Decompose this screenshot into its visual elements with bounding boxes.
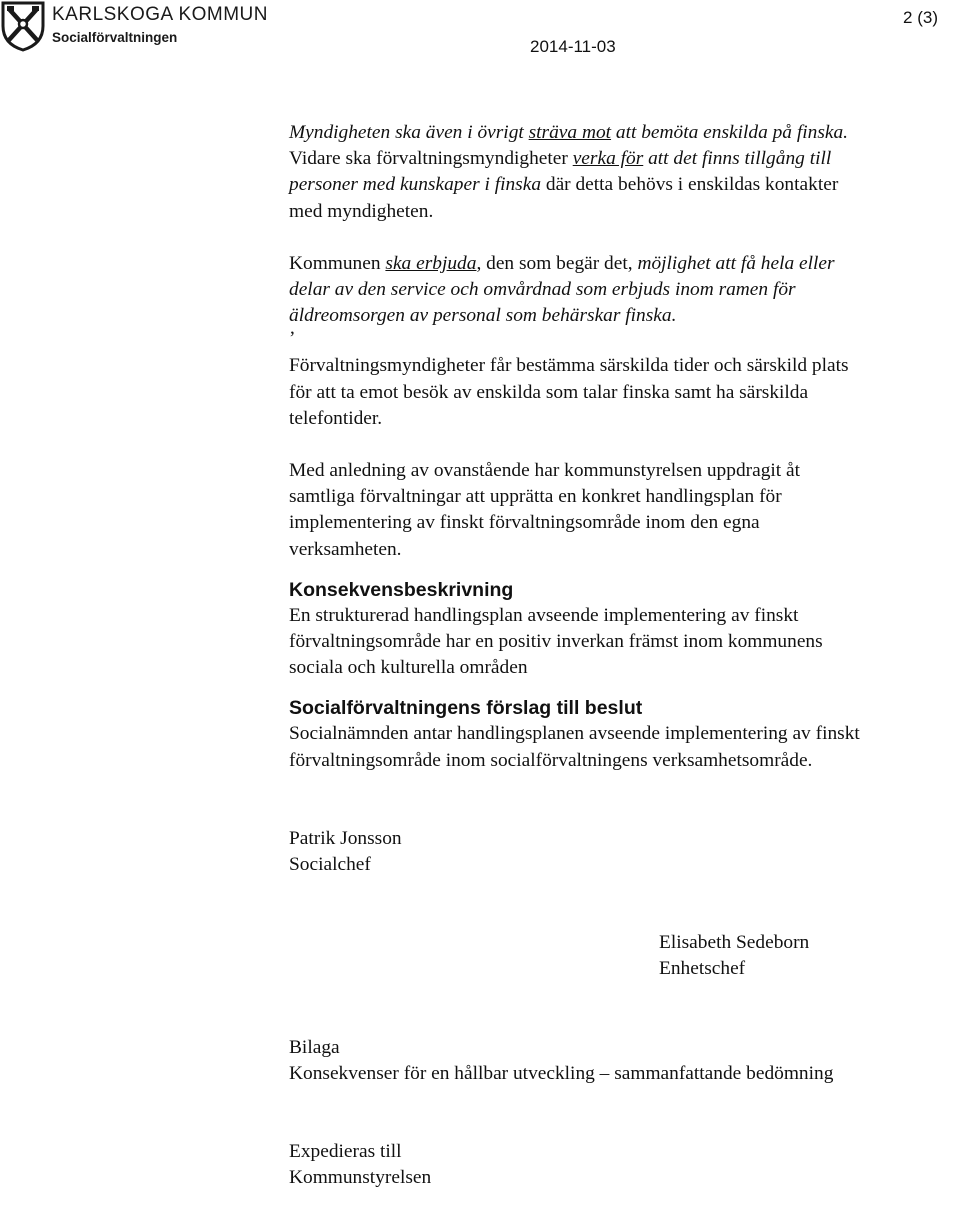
paragraph-visiting-hours: Förvaltningsmyndigheter får bestämma särskilda tider och särskild plats för att ta emot besök av enskilda som talar finska samt ha särskilda telefontider. bbox=[289, 355, 849, 429]
stray-apostrophe: ’ bbox=[289, 328, 296, 350]
distribution-recipient: Kommunstyrelsen bbox=[289, 1167, 432, 1189]
document-date: 2014-11-03 bbox=[530, 37, 616, 56]
page-number: 2 (3) bbox=[903, 8, 938, 27]
paragraph-consequences: En strukturerad handlingsplan avseende implementering av finskt förvaltningsområde har en positiv inverkan främst inom kommunens sociala och kulturella områden bbox=[289, 604, 823, 679]
municipality-logo bbox=[0, 0, 268, 52]
paragraph-finnish-service: Myndigheten ska även i övrigt sträva mot att bemöta enskilda på finska. Vidare ska förvaltningsmyndigheter verka för att det finns tillgång till personer med kunskaper i finska där detta behövs i enskildas kontakter med myndigheten. bbox=[289, 122, 849, 222]
signature-unit-chief bbox=[659, 930, 959, 982]
attachment-label: Bilaga bbox=[289, 1036, 340, 1058]
paragraph-action-plan: Med anledning av ovanstående har kommunstyrelsen uppdragit åt samtliga förvaltningar att upprätta en konkret handlingsplan för implementering av finskt förvaltningsområde inom den egna verksamheten. bbox=[289, 460, 801, 560]
document-body bbox=[289, 120, 959, 1191]
distribution-label: Expedieras till bbox=[289, 1141, 402, 1163]
logo-municipality-name: KARLSKOGA KOMMUN bbox=[52, 4, 268, 25]
attachment-section bbox=[289, 1035, 959, 1087]
logo-department-name: Socialförvaltningen bbox=[52, 30, 178, 45]
signatory-title: Enhetschef bbox=[659, 958, 746, 980]
paragraph-elderly-care: Kommunen ska erbjuda, den som begär det, möjlighet att få hela eller delar av den service och omvårdnad som erbjuds inom ramen för äldreomsorgen av personal som behärskar finska. bbox=[289, 252, 835, 327]
coat-of-arms-icon bbox=[0, 0, 46, 52]
signatory-name: Elisabeth Sedeborn bbox=[659, 932, 810, 954]
heading-consequences: Konsekvensbeskrivning bbox=[289, 578, 514, 601]
emphasis-underlined: ska erbjuda bbox=[385, 252, 477, 274]
signatory-title: Socialchef bbox=[289, 854, 371, 876]
distribution-section bbox=[289, 1139, 959, 1191]
heading-decision-proposal: Socialförvaltningens förslag till beslut bbox=[289, 697, 643, 720]
signature-social-chief bbox=[289, 826, 959, 878]
emphasis-underlined: sträva mot bbox=[528, 122, 612, 143]
signatory-name: Patrik Jonsson bbox=[289, 827, 402, 849]
paragraph-decision-proposal: Socialnämnden antar handlingsplanen avseende implementering av finskt förvaltningsområde inom socialförvaltningens verksamhetsområde. bbox=[289, 723, 860, 771]
emphasis-underlined: verka för bbox=[572, 148, 644, 170]
attachment-title: Konsekvenser för en hållbar utveckling – sammanfattande bedömning bbox=[289, 1062, 834, 1084]
